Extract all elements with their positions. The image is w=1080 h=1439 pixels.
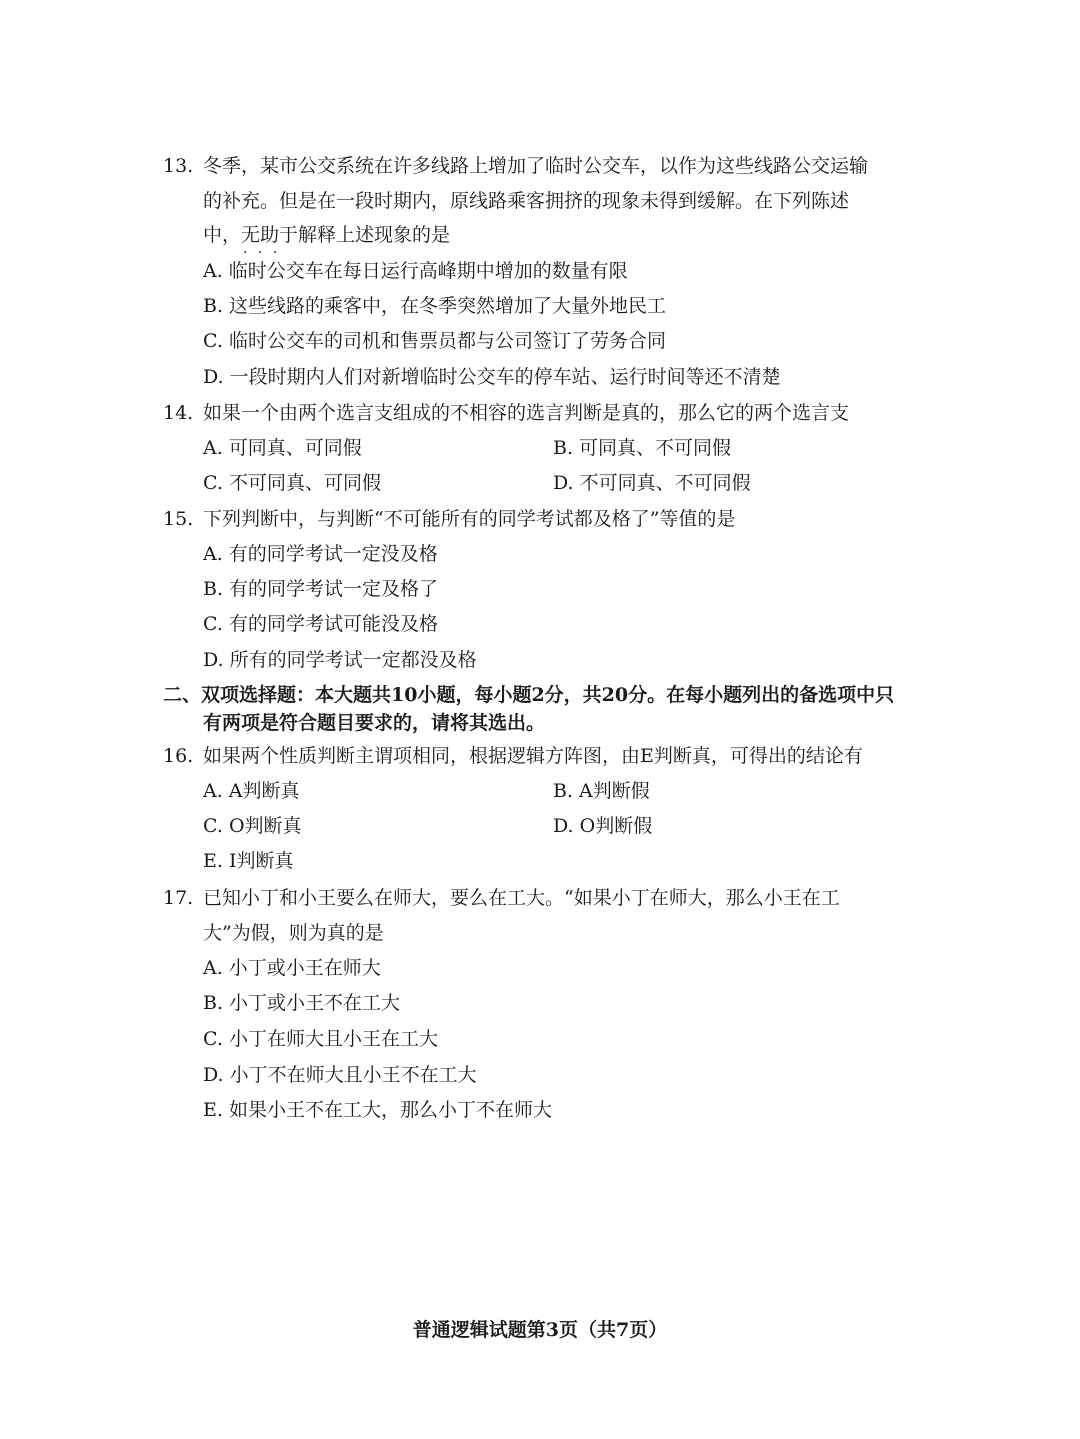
q16-option-d: D. O判断假 [553, 815, 653, 837]
q14-option-b: B. 可同真、不可同假 [553, 437, 732, 459]
q13-option-b: B. 这些线路的乘客中，在冬季突然增加了大量外地民工 [203, 295, 667, 317]
q14-option-a: A. 可同真、可同假 [203, 437, 362, 459]
q16-option-e: E. I判断真 [203, 850, 294, 872]
q17-text-line2: 大”为假，则为真的是 [203, 922, 384, 944]
q16-line1 [0, 743, 1080, 769]
q13-text-line3-post: 解释上述现象的是 [298, 224, 451, 246]
q17-option-d: D. 小丁不在师大且小王不在工大 [203, 1064, 477, 1086]
q13-line1 [0, 153, 1080, 179]
q13-emphasis-text: 无助于 · · · [241, 222, 298, 248]
q17-option-c: C. 小丁在师大且小王在工大 [203, 1028, 438, 1050]
q13-text-line2: 的补充。但是在一段时期内，原线路乘客拥挤的现象未得到缓解。在下列陈述 [203, 190, 850, 212]
q13-option-c: C. 临时公交车的司机和售票员都与公司签订了劳务合同 [203, 330, 666, 352]
section2-heading-line1: 二、双项选择题：本大题共10小题，每小题2分，共20分。在每小题列出的备选项中只 [163, 684, 895, 706]
q13-text-line3 [203, 222, 450, 248]
q14-line1 [0, 400, 1080, 426]
q13-option-d: D. 一段时期内人们对新增临时公交车的停车站、运行时间等还不清楚 [203, 366, 781, 388]
q15-option-a: A. 有的同学考试一定没及格 [203, 543, 438, 565]
q16-option-a: A. A判断真 [203, 780, 300, 802]
q16-number: 16. [163, 745, 194, 767]
q17-option-e: E. 如果小王不在工大，那么小丁不在师大 [203, 1099, 552, 1121]
q17-option-a: A. 小丁或小王在师大 [203, 957, 381, 979]
q15-option-c: C. 有的同学考试可能没及格 [203, 613, 438, 635]
q15-number: 15. [163, 508, 194, 530]
q14-number: 14. [163, 402, 194, 424]
q15-option-d: D. 所有的同学考试一定都没及格 [203, 649, 477, 671]
q15-option-b: B. 有的同学考试一定及格了 [203, 578, 439, 600]
q17-option-b: B. 小丁或小王不在工大 [203, 992, 401, 1014]
q13-number: 13. [163, 155, 194, 177]
q16-option-b: B. A判断假 [553, 780, 650, 802]
q14-option-d: D. 不可同真、不可同假 [553, 472, 751, 494]
q13-text-line3-pre: 中， [203, 224, 242, 246]
q15-line1 [0, 506, 1080, 532]
q17-number: 17. [163, 887, 194, 909]
page-footer: 普通逻辑试题第3页（共7页） [412, 1319, 668, 1341]
q16-text-line1: 如果两个性质判断主谓项相同，根据逻辑方阵图，由E判断真，可得出的结论有 [203, 745, 863, 767]
q16-option-c: C. O判断真 [203, 815, 302, 837]
q17-text-line1: 已知小丁和小王要么在师大，要么在工大。“如果小丁在师大，那么小王在工 [203, 887, 840, 909]
q15-text-line1: 下列判断中，与判断“不可能所有的同学考试都及格了”等值的是 [203, 508, 736, 530]
section2-heading-line2: 有两项是符合题目要求的，请将其选出。 [203, 712, 546, 734]
q14-text-line1: 如果一个由两个选言支组成的不相容的选言判断是真的，那么它的两个选言支 [203, 402, 850, 424]
q14-option-c: C. 不可同真、可同假 [203, 472, 381, 494]
q13-text-line1: 冬季，某市公交系统在许多线路上增加了临时公交车，以作为这些线路公交运输 [203, 155, 869, 177]
q17-line1 [0, 885, 1080, 911]
q13-option-a: A. 临时公交车在每日运行高峰期中增加的数量有限 [203, 260, 628, 282]
